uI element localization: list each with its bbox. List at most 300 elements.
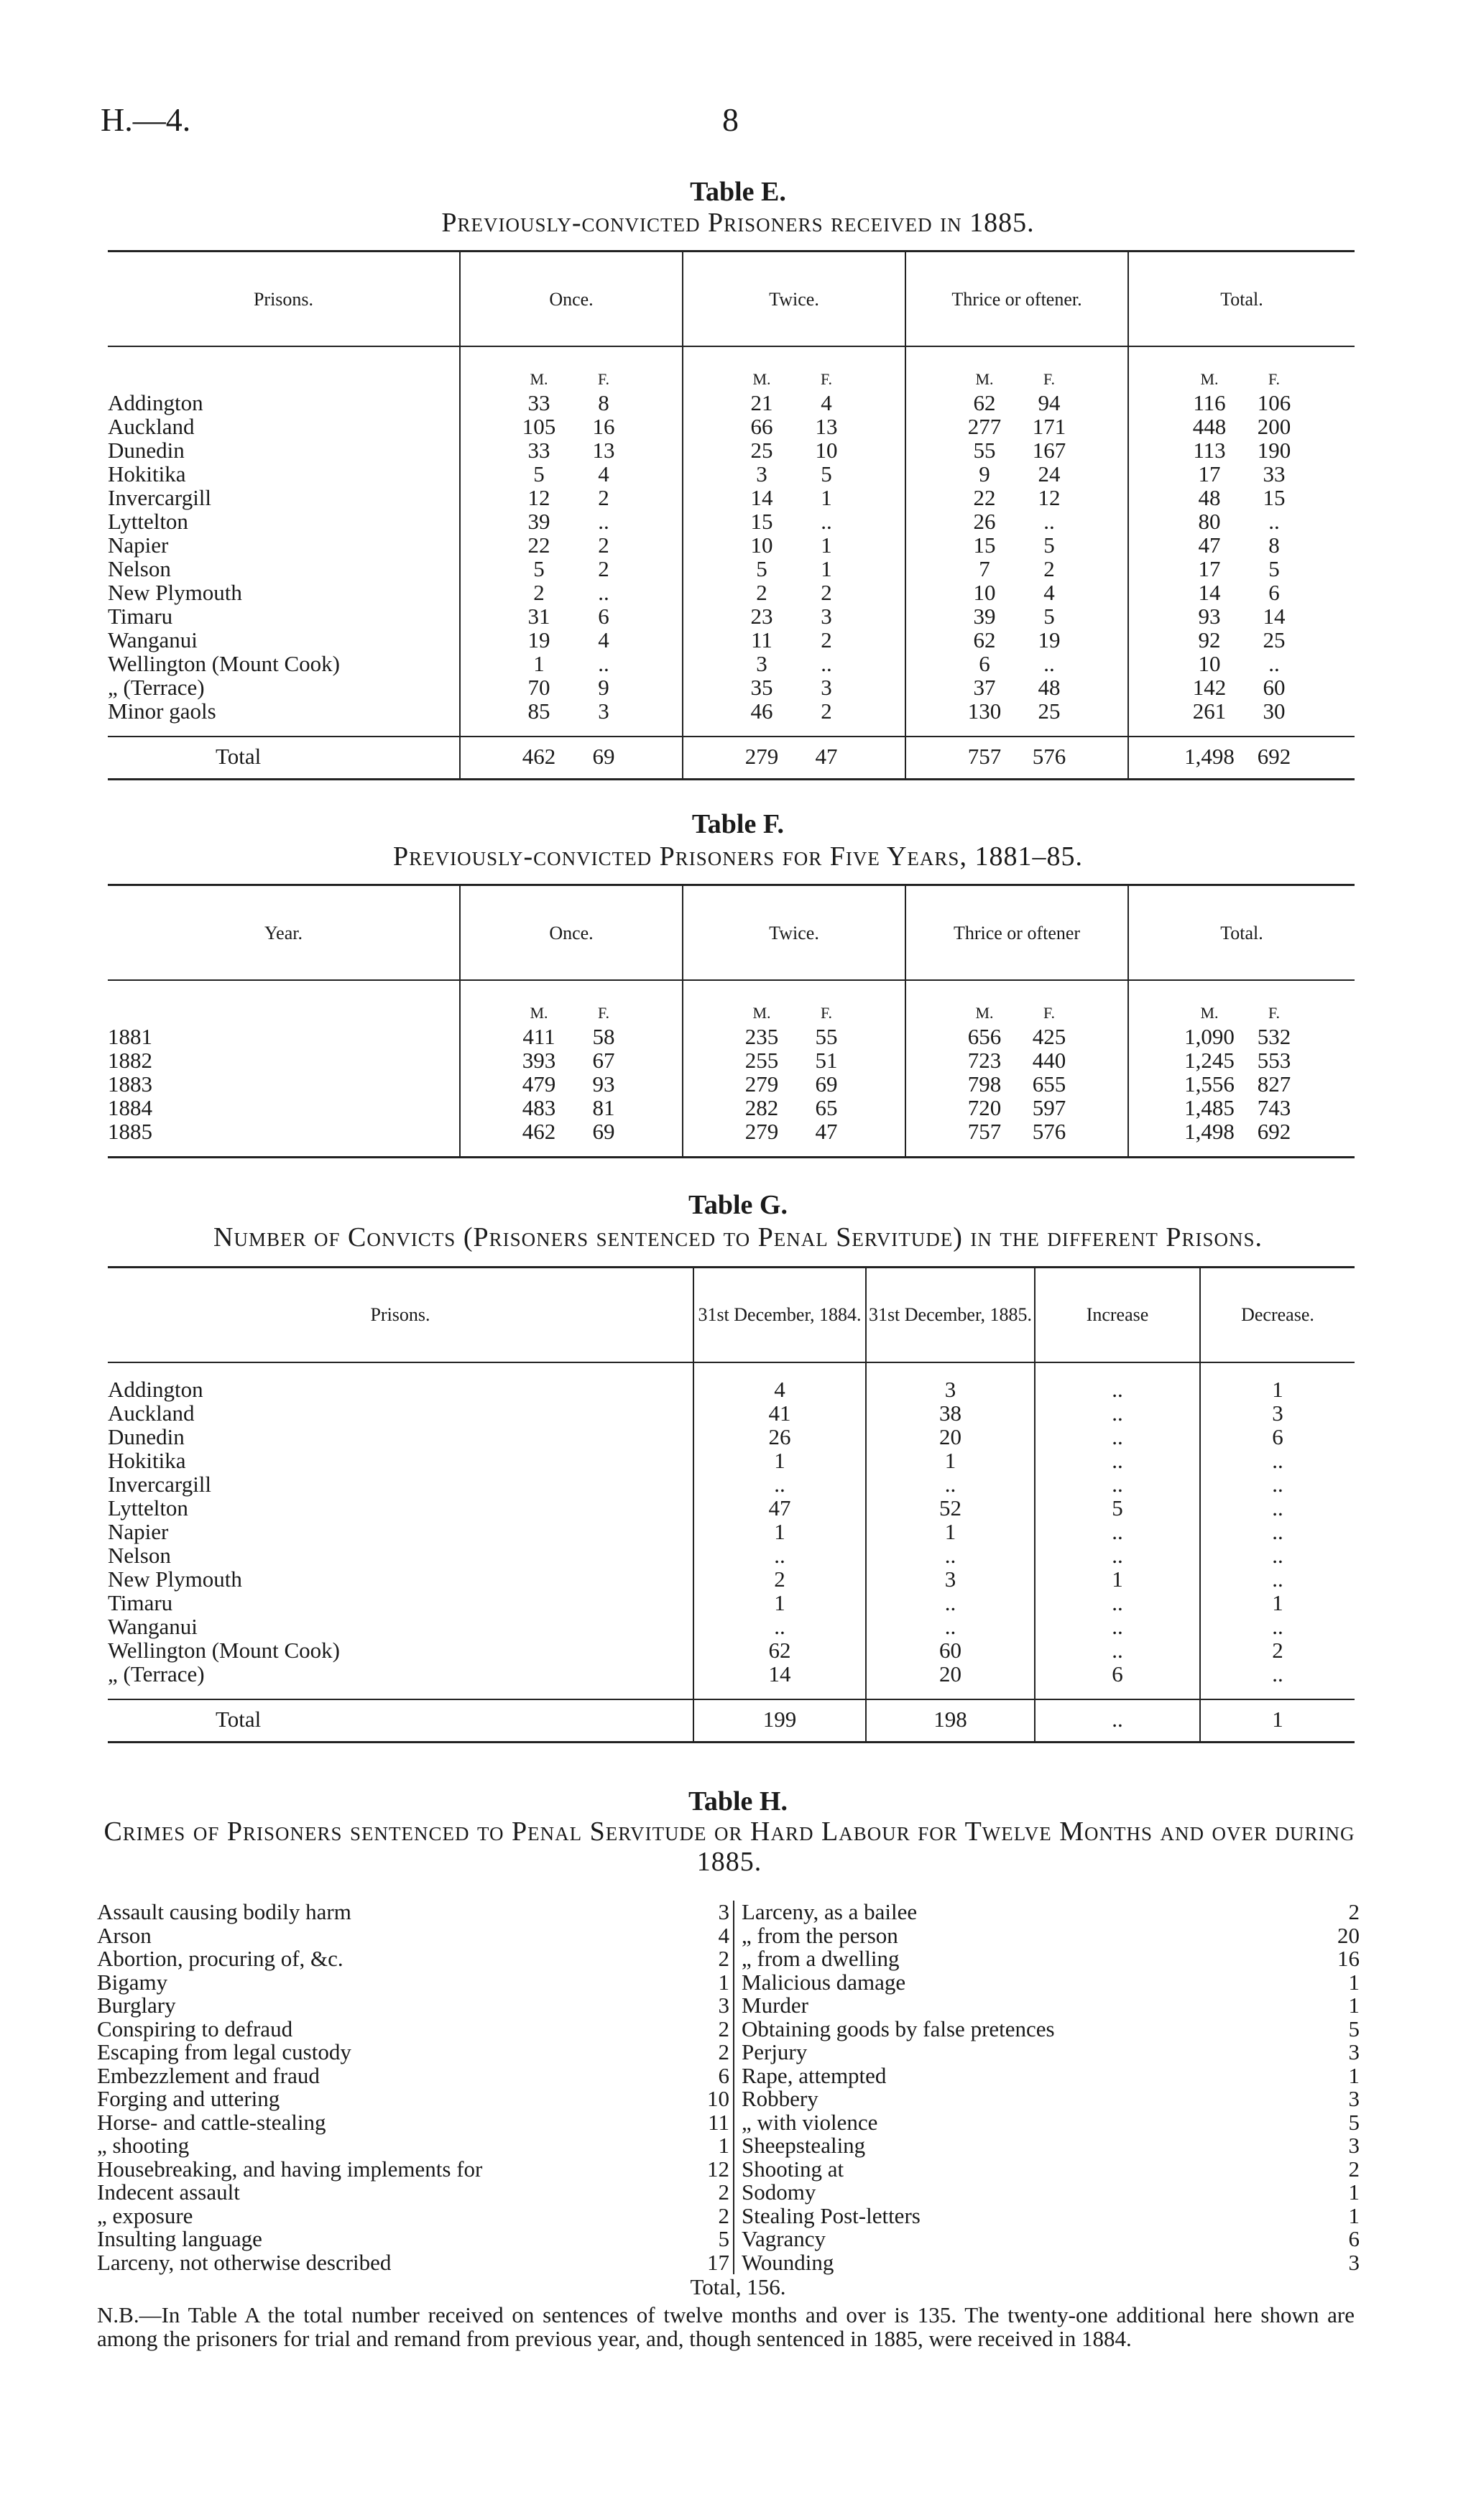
- value-cell: ..: [693, 1472, 866, 1496]
- table-f-title: Table F.: [691, 809, 785, 839]
- crime-label: Murder: [742, 1993, 808, 2018]
- value-pair-cell: [1128, 628, 1355, 652]
- row-label: [108, 533, 460, 557]
- value-pair-cell: [1128, 438, 1355, 462]
- row-label: [108, 509, 460, 533]
- male-value: 479: [522, 1071, 556, 1097]
- crime-item: [742, 2134, 1360, 2158]
- male-value: 22: [527, 532, 550, 558]
- female-value: 106: [1257, 390, 1291, 415]
- male-value: 279: [744, 1119, 779, 1144]
- male-value: 39: [527, 509, 550, 534]
- male-value: 1,090: [1184, 1024, 1235, 1049]
- value-pair-cell: [905, 737, 1128, 780]
- female-value: 13: [592, 438, 615, 463]
- value-pair-cell: [683, 438, 905, 462]
- male-value: 80: [1198, 509, 1221, 534]
- male-value: 798: [967, 1071, 1002, 1097]
- female-value: ..: [598, 651, 609, 676]
- crime-item: [742, 2181, 1360, 2205]
- female-value: 6: [598, 604, 609, 629]
- male-value: 130: [967, 698, 1002, 724]
- value-cell: 52: [866, 1496, 1035, 1520]
- row-label-text: Timaru: [108, 604, 173, 629]
- male-value: 757: [967, 1119, 1002, 1144]
- male-value: 10: [750, 532, 773, 558]
- male-value: 656: [967, 1024, 1002, 1049]
- col-header-total: Total.: [1128, 885, 1355, 981]
- table-e-title: Table E.: [690, 177, 786, 207]
- male-value: 462: [522, 744, 556, 769]
- col-header-dec-1884: 31st December, 1884.: [693, 1268, 866, 1363]
- row-label-text: 1881: [108, 1024, 152, 1049]
- value-pair-cell: [905, 1072, 1128, 1096]
- value-pair-cell: [460, 1048, 683, 1072]
- male-value: 62: [973, 390, 996, 415]
- female-value: 5: [821, 461, 832, 486]
- value-pair-cell: [1128, 533, 1355, 557]
- value-pair-cell: [1128, 486, 1355, 509]
- row-label: [108, 391, 460, 415]
- mf-header-cell: [905, 346, 1128, 391]
- table-row: [108, 1377, 1355, 1401]
- male-value: 757: [967, 744, 1002, 769]
- male-value: 66: [750, 414, 773, 439]
- col-header-thrice: Thrice or oftener: [905, 885, 1128, 981]
- crime-count: 1: [718, 2133, 729, 2158]
- female-value: 8: [1268, 532, 1280, 558]
- crime-item: [97, 1947, 729, 1971]
- row-label-text: Nelson: [108, 556, 171, 581]
- col-header-total: Total.: [1128, 251, 1355, 347]
- male-value: 26: [973, 509, 996, 534]
- value-cell: 198: [866, 1699, 1035, 1743]
- female-value: ..: [1043, 509, 1055, 534]
- male-value: 48: [1198, 485, 1221, 510]
- female-value: 30: [1263, 698, 1286, 724]
- crime-label: Rape, attempted: [742, 2062, 887, 2088]
- row-label: [108, 1591, 693, 1615]
- male-value: 85: [527, 698, 550, 724]
- female-value: 58: [592, 1024, 615, 1049]
- female-value: 67: [592, 1048, 615, 1073]
- value-pair-cell: [905, 557, 1128, 581]
- female-value: 167: [1032, 438, 1066, 463]
- value-cell: ..: [1035, 1449, 1200, 1472]
- row-label: [108, 1449, 693, 1472]
- male-value: 55: [973, 438, 996, 463]
- row-label-text: Wanganui: [108, 627, 198, 652]
- female-value: 200: [1257, 414, 1291, 439]
- value-pair-cell: [905, 1120, 1128, 1158]
- crime-count: 5: [1348, 2016, 1360, 2041]
- female-value: 532: [1257, 1024, 1291, 1049]
- value-pair-cell: [460, 1120, 683, 1158]
- value-cell: 199: [693, 1699, 866, 1743]
- female-value: ..: [598, 580, 609, 605]
- male-header: M.: [752, 370, 771, 388]
- value-cell: ..: [866, 1615, 1035, 1638]
- value-pair-cell: [683, 415, 905, 438]
- row-label-text: Hokitika: [108, 461, 186, 486]
- value-pair-cell: [683, 509, 905, 533]
- value-cell: ..: [1035, 1615, 1200, 1638]
- male-value: 7: [979, 556, 990, 581]
- value-cell: 1: [1200, 1591, 1355, 1615]
- value-cell: 3: [866, 1567, 1035, 1591]
- value-cell: 6: [1035, 1662, 1200, 1699]
- value-pair-cell: [683, 737, 905, 780]
- female-value: 4: [598, 461, 609, 486]
- value-cell: ..: [1035, 1591, 1200, 1615]
- crime-count: 2: [718, 2039, 729, 2064]
- table-row: [108, 509, 1355, 533]
- male-value: 10: [1198, 651, 1221, 676]
- col-header-once: Once.: [460, 251, 683, 347]
- crime-count: 1: [1348, 1993, 1360, 2018]
- crime-item: [742, 1971, 1360, 1995]
- row-label: [108, 1543, 693, 1567]
- value-pair-cell: [905, 628, 1128, 652]
- male-value: 255: [744, 1048, 779, 1073]
- value-pair-cell: [460, 533, 683, 557]
- female-value: 69: [592, 744, 615, 769]
- row-label: [108, 415, 460, 438]
- mf-header-cell: [905, 980, 1128, 1025]
- crime-item: [742, 2018, 1360, 2041]
- female-value: ..: [1043, 651, 1055, 676]
- value-pair-cell: [460, 438, 683, 462]
- value-cell: ..: [1035, 1543, 1200, 1567]
- table-row: [108, 1025, 1355, 1048]
- crime-count: 4: [718, 1922, 729, 1948]
- value-cell: 6: [1200, 1425, 1355, 1449]
- row-label: [108, 652, 460, 675]
- value-pair-cell: [905, 604, 1128, 628]
- row-label-text: Lyttelton: [108, 509, 188, 534]
- female-value: 25: [1038, 698, 1061, 724]
- crime-label: Escaping from legal custody: [97, 2039, 351, 2064]
- crime-label: Malicious damage: [742, 1969, 906, 1995]
- male-value: 17: [1198, 461, 1221, 486]
- female-value: 3: [598, 698, 609, 724]
- crime-label: Indecent assault: [97, 2179, 240, 2205]
- crime-count: 2: [718, 2202, 729, 2228]
- crime-item: [742, 2228, 1360, 2251]
- value-pair-cell: [683, 462, 905, 486]
- male-value: 1: [533, 651, 545, 676]
- row-label: [108, 1662, 693, 1699]
- value-pair-cell: [683, 652, 905, 675]
- crime-label: „ shooting: [97, 2133, 190, 2158]
- total-row: [108, 1699, 1355, 1743]
- col-header-prisons: Prisons.: [108, 251, 460, 347]
- table-row: [108, 1567, 1355, 1591]
- crime-item: [742, 2064, 1360, 2088]
- row-label-text: Nelson: [108, 1543, 171, 1568]
- row-label-text: Hokitika: [108, 1448, 186, 1473]
- crime-item: [742, 2087, 1360, 2111]
- female-value: 576: [1032, 744, 1066, 769]
- value-cell: 1: [1035, 1567, 1200, 1591]
- value-pair-cell: [460, 486, 683, 509]
- table-h-title: Table H.: [688, 1786, 788, 1817]
- value-pair-cell: [460, 557, 683, 581]
- row-label-text: Total: [216, 1707, 262, 1732]
- value-cell: 41: [693, 1401, 866, 1425]
- row-label-text: 1884: [108, 1095, 152, 1120]
- spacer-cell: [866, 1362, 1035, 1377]
- value-pair-cell: [1128, 699, 1355, 737]
- value-pair-cell: [1128, 652, 1355, 675]
- male-value: 142: [1192, 675, 1227, 700]
- crime-count: 6: [718, 2062, 729, 2088]
- female-header: F.: [598, 1004, 609, 1022]
- table-row: [108, 675, 1355, 699]
- value-cell: ..: [1035, 1699, 1200, 1743]
- value-pair-cell: [683, 1120, 905, 1158]
- crime-item: [97, 2087, 729, 2111]
- row-label: [108, 1520, 693, 1543]
- female-value: 65: [815, 1095, 838, 1120]
- crime-label: Larceny, not otherwise described: [97, 2249, 392, 2275]
- row-label: [108, 675, 460, 699]
- mf-header-row: [108, 980, 1355, 1025]
- value-pair-cell: [460, 699, 683, 737]
- female-value: 440: [1032, 1048, 1066, 1073]
- male-value: 105: [522, 414, 556, 439]
- value-pair-cell: [460, 1072, 683, 1096]
- male-value: 31: [527, 604, 550, 629]
- female-value: 19: [1038, 627, 1061, 652]
- value-cell: ..: [866, 1472, 1035, 1496]
- value-pair-cell: [1128, 1048, 1355, 1072]
- value-pair-cell: [683, 1096, 905, 1120]
- value-pair-cell: [683, 581, 905, 604]
- crime-count: 1: [1348, 1969, 1360, 1995]
- table-row: [108, 1425, 1355, 1449]
- crime-count: 2: [718, 2179, 729, 2205]
- female-value: 692: [1257, 744, 1291, 769]
- crime-count: 17: [707, 2249, 729, 2275]
- row-label: [108, 1120, 460, 1158]
- row-label-text: „ (Terrace): [108, 1661, 205, 1686]
- female-header: F.: [1268, 1004, 1280, 1022]
- crime-item: [97, 1901, 729, 1924]
- male-value: 411: [522, 1024, 555, 1049]
- crime-count: 3: [718, 1993, 729, 2018]
- row-label: [108, 1425, 693, 1449]
- table-f: [108, 884, 1355, 1158]
- table-row: [108, 604, 1355, 628]
- male-value: 17: [1198, 556, 1221, 581]
- value-cell: ..: [1200, 1472, 1355, 1496]
- value-cell: ..: [1200, 1520, 1355, 1543]
- value-pair-cell: [683, 486, 905, 509]
- table-g-subtitle: Number of Convicts (Prisoners sentenced to Penal Servitude) in the different Prisons.: [213, 1222, 1263, 1252]
- crime-item: [97, 1924, 729, 1948]
- crime-label: Vagrancy: [742, 2226, 826, 2251]
- crime-item: [742, 2202, 1360, 2228]
- value-cell: 1: [866, 1520, 1035, 1543]
- male-value: 33: [527, 390, 550, 415]
- row-label: [108, 557, 460, 581]
- table-h-subtitle: Crimes of Prisoners sentenced to Penal Servitude or Hard Labour for Twelve Months and over during 1885.: [103, 1817, 1355, 1877]
- male-value: 15: [750, 509, 773, 534]
- row-label-text: New Plymouth: [108, 1566, 242, 1592]
- row-label-text: Dunedin: [108, 438, 185, 463]
- value-cell: 1: [693, 1520, 866, 1543]
- mf-header-cell: [1128, 346, 1355, 391]
- value-cell: ..: [1035, 1520, 1200, 1543]
- col-header-thrice: Thrice or oftener.: [905, 251, 1128, 347]
- value-pair-cell: [460, 581, 683, 604]
- male-header: M.: [1200, 1004, 1219, 1022]
- crime-label: Horse- and cattle-stealing: [97, 2109, 326, 2135]
- male-header: M.: [975, 1004, 994, 1022]
- crime-item: [97, 2134, 729, 2158]
- crime-count: 20: [1337, 1922, 1360, 1948]
- male-value: 113: [1193, 438, 1226, 463]
- value-pair-cell: [905, 438, 1128, 462]
- crime-label: Conspiring to defraud: [97, 2016, 293, 2041]
- female-value: 171: [1032, 414, 1066, 439]
- crime-label: Forging and uttering: [97, 2086, 280, 2111]
- male-value: 1,498: [1184, 1119, 1235, 1144]
- value-pair-cell: [1128, 675, 1355, 699]
- value-cell: ..: [1200, 1662, 1355, 1699]
- value-pair-cell: [460, 1096, 683, 1120]
- crime-label: Stealing Post-letters: [742, 2202, 921, 2228]
- male-value: 279: [744, 744, 779, 769]
- value-pair-cell: [1128, 1120, 1355, 1158]
- crime-count: 3: [1348, 2086, 1360, 2111]
- table-row: [108, 415, 1355, 438]
- female-value: 1: [821, 556, 832, 581]
- row-label: [108, 1096, 460, 1120]
- row-label: [108, 1615, 693, 1638]
- table-row: [108, 581, 1355, 604]
- value-cell: ..: [1200, 1543, 1355, 1567]
- crime-label: „ with violence: [742, 2109, 878, 2135]
- value-cell: 3: [1200, 1401, 1355, 1425]
- male-value: 1,556: [1184, 1071, 1235, 1097]
- value-pair-cell: [905, 652, 1128, 675]
- crime-count: 10: [707, 2086, 729, 2111]
- female-value: 47: [815, 744, 838, 769]
- female-value: 4: [1043, 580, 1055, 605]
- row-label-text: Invercargill: [108, 485, 212, 510]
- row-label-text: „ (Terrace): [108, 675, 205, 700]
- value-cell: 1: [693, 1449, 866, 1472]
- table-row: [108, 533, 1355, 557]
- female-header: F.: [598, 370, 609, 388]
- crime-count: 2: [1348, 1899, 1360, 1924]
- male-value: 21: [750, 390, 773, 415]
- male-value: 11: [751, 627, 772, 652]
- crime-label: Sodomy: [742, 2179, 816, 2205]
- row-label: [108, 1567, 693, 1591]
- table-row: [108, 1638, 1355, 1662]
- value-pair-cell: [683, 604, 905, 628]
- value-cell: 47: [693, 1496, 866, 1520]
- row-label: [108, 1496, 693, 1520]
- male-header: M.: [752, 1004, 771, 1022]
- row-label: [108, 438, 460, 462]
- male-value: 5: [756, 556, 767, 581]
- crime-count: 3: [718, 1899, 729, 1924]
- male-value: 448: [1192, 414, 1227, 439]
- female-value: 576: [1032, 1119, 1066, 1144]
- value-pair-cell: [905, 1096, 1128, 1120]
- row-label: [108, 1401, 693, 1425]
- row-label: [108, 604, 460, 628]
- crime-label: Arson: [97, 1922, 152, 1948]
- crime-count: 3: [1348, 2039, 1360, 2064]
- female-value: 93: [592, 1071, 615, 1097]
- total-row: [108, 737, 1355, 780]
- table-row: [108, 1496, 1355, 1520]
- male-value: 2: [533, 580, 545, 605]
- row-label: [108, 628, 460, 652]
- male-value: 39: [973, 604, 996, 629]
- table-e-subtitle: Previously-convicted Prisoners received in 1885.: [441, 208, 1035, 238]
- value-cell: ..: [1035, 1472, 1200, 1496]
- female-value: 6: [1268, 580, 1280, 605]
- female-value: 2: [821, 580, 832, 605]
- table-row: [108, 1520, 1355, 1543]
- female-value: 12: [1038, 485, 1061, 510]
- table-row: [108, 1401, 1355, 1425]
- value-cell: 20: [866, 1425, 1035, 1449]
- male-value: 12: [527, 485, 550, 510]
- crime-item: [742, 2111, 1360, 2135]
- female-value: 47: [815, 1119, 838, 1144]
- row-label-text: 1883: [108, 1071, 152, 1097]
- female-value: 33: [1263, 461, 1286, 486]
- row-label-text: Auckland: [108, 414, 195, 439]
- col-header-year: Year.: [108, 885, 460, 981]
- value-pair-cell: [460, 628, 683, 652]
- value-pair-cell: [1128, 1025, 1355, 1048]
- male-header: M.: [530, 1004, 548, 1022]
- value-pair-cell: [460, 509, 683, 533]
- value-pair-cell: [683, 391, 905, 415]
- table-row: [108, 1472, 1355, 1496]
- value-pair-cell: [683, 699, 905, 737]
- crime-item: [742, 1994, 1360, 2018]
- crime-count: 5: [718, 2226, 729, 2251]
- crime-count: 1: [718, 1969, 729, 1995]
- crime-label: Robbery: [742, 2086, 818, 2111]
- crime-count: 5: [1348, 2109, 1360, 2135]
- row-label: [108, 1072, 460, 1096]
- row-label-text: Dunedin: [108, 1424, 185, 1449]
- crime-count: 3: [1348, 2133, 1360, 2158]
- crime-count: 1: [1348, 2202, 1360, 2228]
- row-label-text: Addington: [108, 390, 203, 415]
- female-value: 69: [815, 1071, 838, 1097]
- crime-item: [97, 2181, 729, 2205]
- male-value: 5: [533, 461, 545, 486]
- female-value: 1: [821, 532, 832, 558]
- value-pair-cell: [905, 486, 1128, 509]
- value-cell: 3: [866, 1377, 1035, 1401]
- value-pair-cell: [905, 533, 1128, 557]
- value-pair-cell: [683, 628, 905, 652]
- male-value: 1,245: [1184, 1048, 1235, 1073]
- crime-count: 11: [708, 2109, 729, 2135]
